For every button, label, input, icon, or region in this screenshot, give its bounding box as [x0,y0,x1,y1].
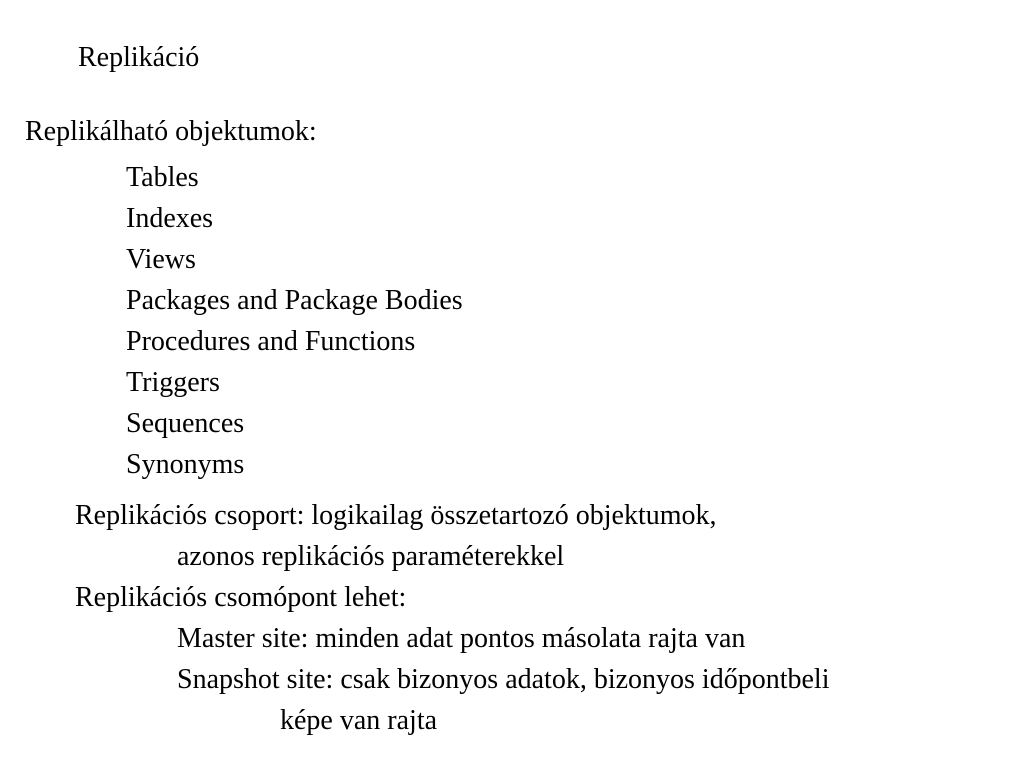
list-item: Triggers [126,367,220,398]
list-item: Tables [126,162,199,193]
list-item: Procedures and Functions [126,326,416,357]
replication-group-definition: Replikációs csoport: logikailag összetartozó objektumok, [75,500,717,531]
list-item: Views [126,244,196,275]
snapshot-site-description-continued: képe van rajta [280,705,438,736]
list-item: Indexes [126,203,214,234]
replicable-objects-list [126,157,463,485]
list-item: Packages and Package Bodies [126,285,463,316]
master-site-description: Master site: minden adat pontos másolata rajta van [177,623,746,654]
replicable-objects-heading: Replikálható objektumok: [25,116,317,147]
slide-title: Replikáció [78,42,200,73]
list-item: Synonyms [126,449,245,480]
replication-node-heading: Replikációs csomópont lehet: [75,582,407,613]
list-item: Sequences [126,408,245,439]
replication-group-definition-continued: azonos replikációs paraméterekkel [177,541,565,572]
snapshot-site-description: Snapshot site: csak bizonyos adatok, bizonyos időpontbeli [177,664,830,695]
